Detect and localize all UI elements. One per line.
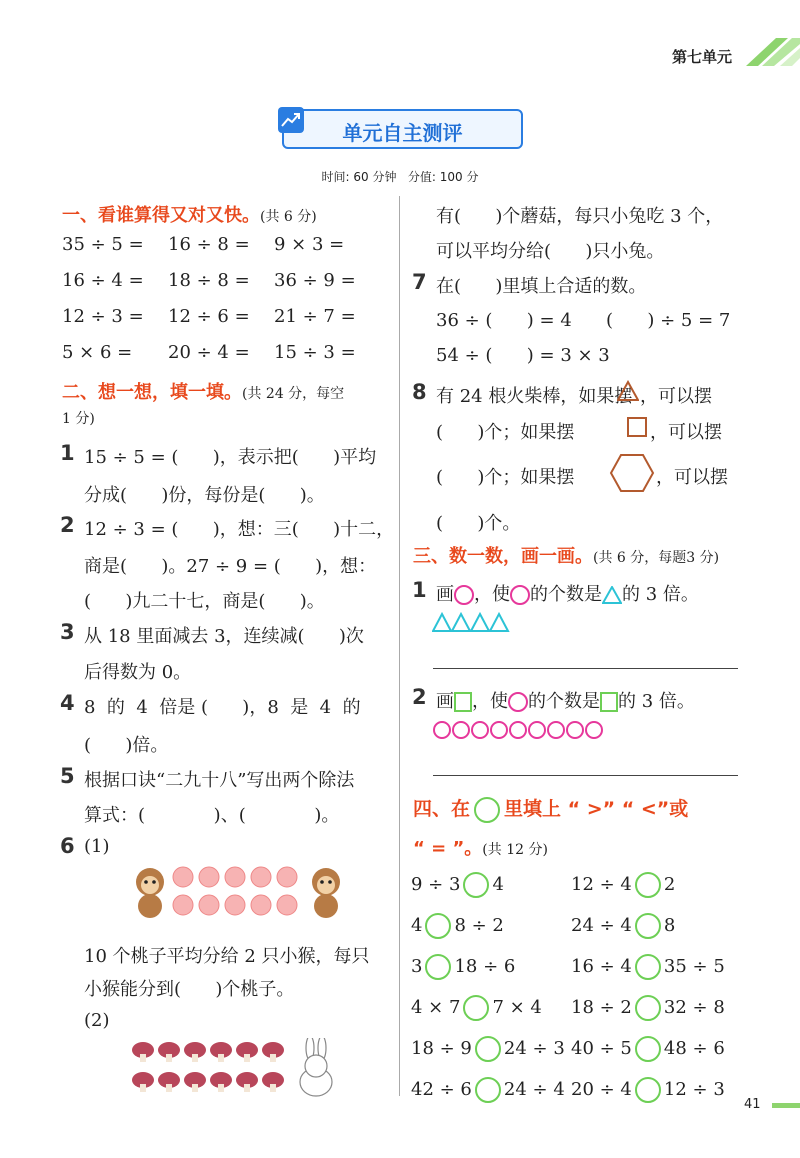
- answer-circle[interactable]: [425, 954, 451, 980]
- header-stripes-icon: [736, 36, 800, 70]
- answer-circle[interactable]: [475, 1036, 501, 1062]
- compare-item: [411, 913, 504, 939]
- calc-item: 15 ÷ 3 =: [274, 342, 356, 363]
- triangle-icon: [617, 380, 639, 402]
- compare-left: 4 × 7: [411, 997, 461, 1018]
- green-square-icon: [600, 692, 618, 712]
- section-4-title: 四、在 里填上 “ >” “ <”或: [413, 794, 688, 823]
- green-circle-icon: [474, 797, 500, 823]
- compare-right: 2: [663, 874, 676, 895]
- q5-line2: 算式：( )、( )。: [84, 805, 340, 826]
- compare-left: 18 ÷ 2: [571, 997, 632, 1018]
- q4-line1: 8 的 4 倍是 ( )，8 是 4 的: [84, 697, 361, 718]
- calc-item: 36 ÷ 9 =: [274, 270, 356, 291]
- q-number-8: 8: [412, 380, 427, 404]
- answer-circle[interactable]: [425, 913, 451, 939]
- compare-left: 12 ÷ 4: [571, 874, 632, 895]
- page-title: 单元自主测评: [342, 121, 463, 145]
- calc-item: 9 × 3 =: [274, 234, 345, 255]
- calc-item: 12 ÷ 6 =: [168, 306, 250, 327]
- compare-right: 32 ÷ 8: [663, 997, 725, 1018]
- mushroom-icon: [132, 1042, 284, 1092]
- q7-eq2: ( ) ÷ 5 = 7: [606, 310, 731, 331]
- peach-icon: [173, 867, 297, 915]
- compare-right: 8 ÷ 2: [454, 915, 504, 936]
- column-divider: [399, 196, 400, 1096]
- q7-eq3: 54 ÷ ( ) = 3 × 3: [436, 345, 610, 366]
- calc-item: 20 ÷ 4 =: [168, 342, 250, 363]
- compare-left: 40 ÷ 5: [571, 1038, 632, 1059]
- q2-line1: 12 ÷ 3 = ( )，想：三( )十二，: [84, 519, 395, 540]
- compare-right: 4: [492, 874, 504, 895]
- q8-line1b: ，可以摆: [640, 386, 712, 407]
- s3-q2-text: 画 ，使 的个数是 的 3 倍。: [436, 691, 695, 712]
- q1-line2: 分成( )份，每份是( )。: [84, 485, 325, 506]
- section-1-title: 一、看谁算得又对又快。(共 6 分): [62, 205, 317, 226]
- calc-item: 21 ÷ 7 =: [274, 306, 356, 327]
- triangles-row: [432, 612, 512, 634]
- s3-q1-text: 画 ，使 的个数是 的 3 倍。: [436, 584, 699, 605]
- calc-item: 12 ÷ 3 =: [62, 306, 144, 327]
- compare-item: [571, 995, 725, 1021]
- monkey-icon: [312, 868, 340, 918]
- compare-left: 42 ÷ 6: [411, 1079, 472, 1100]
- answer-line-1: [433, 668, 738, 669]
- q6-line1: 10 个桃子平均分给 2 只小猴，每只: [84, 946, 370, 967]
- calc-item: 35 ÷ 5 =: [62, 234, 144, 255]
- compare-left: 18 ÷ 9: [411, 1038, 472, 1059]
- answer-line-2: [433, 775, 738, 776]
- q6-part2: (2): [84, 1010, 110, 1031]
- q6-part1: (1): [84, 836, 110, 857]
- q-number-6: 6: [60, 834, 75, 858]
- calc-item: 18 ÷ 8 =: [168, 270, 250, 291]
- compare-right: 12 ÷ 3: [663, 1079, 725, 1100]
- compare-item: [571, 1077, 725, 1103]
- q1-line1: 15 ÷ 5 = ( )，表示把( )平均: [84, 447, 377, 468]
- calc-item: 16 ÷ 8 =: [168, 234, 250, 255]
- compare-item: [411, 1036, 565, 1062]
- rabbit-icon: [300, 1038, 332, 1096]
- compare-item: [411, 872, 504, 898]
- answer-circle[interactable]: [463, 872, 489, 898]
- square-icon: [626, 416, 648, 438]
- q8-line4: ( )个。: [436, 513, 521, 534]
- q7-eq1: 36 ÷ ( ) = 4: [436, 310, 572, 331]
- compare-left: 20 ÷ 4: [571, 1079, 632, 1100]
- q8-line3b: ，可以摆: [656, 467, 728, 488]
- answer-circle[interactable]: [635, 954, 661, 980]
- q2-line3: ( )九二十七，商是( )。: [84, 591, 325, 612]
- mushrooms-rabbit-illustration: [128, 1038, 346, 1100]
- compare-right: 18 ÷ 6: [454, 956, 516, 977]
- compare-left: 4: [411, 915, 423, 936]
- q-number-5: 5: [60, 764, 75, 788]
- q3-line2: 后得数为 0。: [84, 662, 192, 683]
- pink-circle-icon: [508, 692, 528, 712]
- q3-number-1: 1: [412, 578, 427, 602]
- hexagon-icon: [609, 453, 655, 493]
- calc-item: 16 ÷ 4 =: [62, 270, 144, 291]
- q8-line3: ( )个；如果摆: [436, 467, 575, 488]
- answer-circle[interactable]: [463, 995, 489, 1021]
- compare-left: 16 ÷ 4: [571, 956, 632, 977]
- cyan-triangle-icon: [602, 586, 622, 604]
- compare-right: 7 × 4: [492, 997, 542, 1018]
- circles-row: [432, 718, 612, 742]
- answer-circle[interactable]: [475, 1077, 501, 1103]
- compare-item: [411, 1077, 565, 1103]
- compare-right: 35 ÷ 5: [663, 956, 725, 977]
- q7-text: 在( )里填上合适的数。: [436, 276, 647, 297]
- compare-item: [571, 913, 675, 939]
- q5-line1: 根据口诀“二九十八”写出两个除法: [84, 770, 355, 791]
- q-number-7: 7: [412, 270, 427, 294]
- compare-left: 3: [411, 956, 423, 977]
- answer-circle[interactable]: [635, 1077, 661, 1103]
- monkey-icon: [136, 868, 164, 918]
- q8-line2b: ，可以摆: [650, 422, 722, 443]
- compare-item: [411, 954, 515, 980]
- compare-right: 48 ÷ 6: [663, 1038, 725, 1059]
- page-number-bar: [772, 1103, 800, 1108]
- section-4-title-cont: “ = ”。(共 12 分): [413, 838, 548, 859]
- compare-item: [571, 1036, 725, 1062]
- compare-right: 8: [663, 915, 676, 936]
- compare-left: 24 ÷ 4: [571, 915, 632, 936]
- answer-circle[interactable]: [635, 872, 661, 898]
- page-number: 41: [744, 1097, 761, 1112]
- answer-circle[interactable]: [635, 995, 661, 1021]
- q6-line3: 有( )个蘑菇，每只小兔吃 3 个，: [436, 206, 724, 227]
- compare-left: 9 ÷ 3: [411, 874, 461, 895]
- section-2-score-cont: 1 分): [62, 411, 95, 427]
- answer-circle[interactable]: [635, 1036, 661, 1062]
- q8-line1: 有 24 根火柴棒，如果摆: [436, 386, 633, 407]
- q3-line1: 从 18 里面减去 3，连续减( )次: [84, 626, 364, 647]
- pink-circle-icon: [454, 585, 474, 605]
- section-3-title: 三、数一数，画一画。(共 6 分，每题3 分): [413, 546, 720, 567]
- peaches-monkeys-illustration: [128, 860, 348, 922]
- unit-label: 第七单元: [672, 48, 733, 66]
- compare-item: [571, 954, 725, 980]
- calc-item: 5 × 6 =: [62, 342, 133, 363]
- green-square-icon: [454, 692, 472, 712]
- answer-circle[interactable]: [635, 913, 661, 939]
- pink-circle-icon: [510, 585, 530, 605]
- q-number-2: 2: [60, 513, 75, 537]
- q6-line2: 小猴能分到( )个桃子。: [84, 979, 295, 1000]
- q3-number-2: 2: [412, 685, 427, 709]
- q-number-1: 1: [60, 441, 75, 465]
- q2-line2: 商是( )。27 ÷ 9 = ( )，想：: [84, 556, 377, 577]
- q6-line4: 可以平均分给( )只小兔。: [436, 241, 665, 262]
- q-number-3: 3: [60, 620, 75, 644]
- exam-info: 时间: 60 分钟 分值: 100 分: [321, 170, 479, 184]
- q8-line2: ( )个；如果摆: [436, 422, 575, 443]
- compare-item: [571, 872, 675, 898]
- compare-item: [411, 995, 542, 1021]
- compare-right: 24 ÷ 4: [503, 1079, 565, 1100]
- compare-right: 24 ÷ 3: [503, 1038, 565, 1059]
- q4-line2: ( )倍。: [84, 735, 169, 756]
- section-2-title: 二、想一想，填一填。(共 24 分，每空: [62, 382, 345, 403]
- q-number-4: 4: [60, 691, 75, 715]
